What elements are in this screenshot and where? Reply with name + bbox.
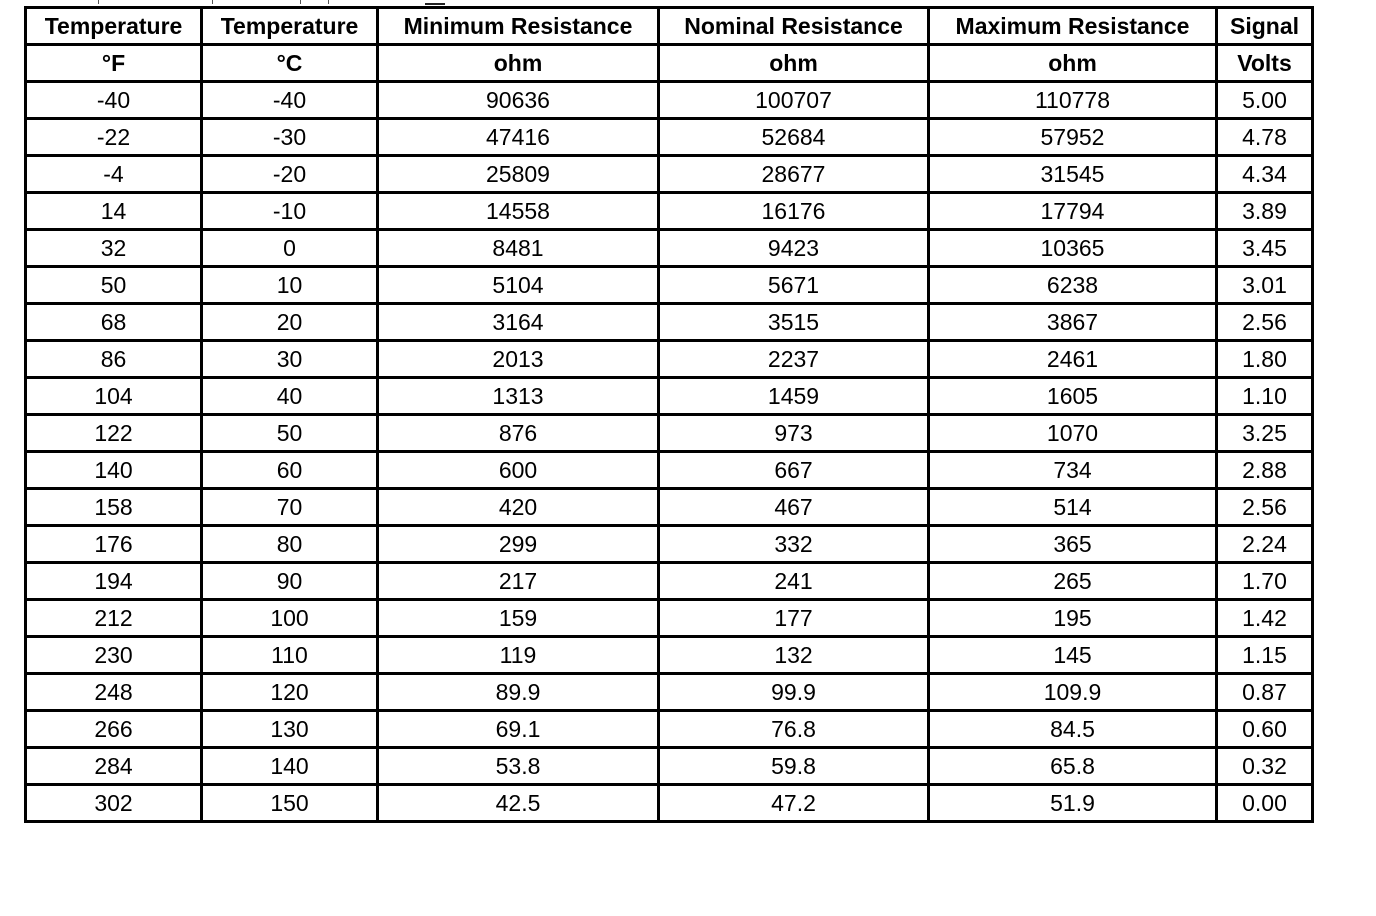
cell-temp-f: 212 [26,600,202,637]
unit-volts: Volts [1217,45,1313,82]
cell-temp-f: 32 [26,230,202,267]
cell-temp-f: 176 [26,526,202,563]
cell-temp-c: 100 [202,600,378,637]
cell-nominal-resistance: 5671 [659,267,929,304]
cell-min-resistance: 42.5 [378,785,659,822]
cell-min-resistance: 3164 [378,304,659,341]
cell-temp-f: 14 [26,193,202,230]
cell-nominal-resistance: 1459 [659,378,929,415]
unit-ohm-min: ohm [378,45,659,82]
cell-signal-volts: 3.45 [1217,230,1313,267]
cell-signal-volts: 2.24 [1217,526,1313,563]
cell-signal-volts: 1.10 [1217,378,1313,415]
cell-max-resistance: 145 [929,637,1217,674]
cell-min-resistance: 217 [378,563,659,600]
unit-fahrenheit: °F [26,45,202,82]
cell-min-resistance: 14558 [378,193,659,230]
cell-min-resistance: 25809 [378,156,659,193]
cell-temp-f: 158 [26,489,202,526]
cell-min-resistance: 159 [378,600,659,637]
table-row [26,785,1313,822]
cell-signal-volts: 4.34 [1217,156,1313,193]
cell-min-resistance: 8481 [378,230,659,267]
unit-ohm-max: ohm [929,45,1217,82]
cell-temp-c: 120 [202,674,378,711]
cell-temp-f: 104 [26,378,202,415]
cell-max-resistance: 365 [929,526,1217,563]
table-row [26,267,1313,304]
cell-nominal-resistance: 467 [659,489,929,526]
unit-celsius: °C [202,45,378,82]
cell-nominal-resistance: 47.2 [659,785,929,822]
cell-temp-f: 230 [26,637,202,674]
cell-signal-volts: 2.88 [1217,452,1313,489]
cell-signal-volts: 3.01 [1217,267,1313,304]
cell-max-resistance: 1605 [929,378,1217,415]
table-row [26,193,1313,230]
table-row [26,452,1313,489]
cell-max-resistance: 109.9 [929,674,1217,711]
cell-max-resistance: 57952 [929,119,1217,156]
cell-temp-c: 130 [202,711,378,748]
cell-nominal-resistance: 2237 [659,341,929,378]
table-row [26,156,1313,193]
cell-temp-f: 86 [26,341,202,378]
cell-min-resistance: 90636 [378,82,659,119]
cell-temp-c: 80 [202,526,378,563]
cell-signal-volts: 0.32 [1217,748,1313,785]
cell-min-resistance: 89.9 [378,674,659,711]
temperature-resistance-table [24,6,1314,823]
cell-nominal-resistance: 52684 [659,119,929,156]
cell-max-resistance: 3867 [929,304,1217,341]
cell-min-resistance: 47416 [378,119,659,156]
cell-max-resistance: 10365 [929,230,1217,267]
cell-temp-c: 90 [202,563,378,600]
cell-temp-c: 0 [202,230,378,267]
header-temperature-c: Temperature [202,8,378,45]
cell-min-resistance: 299 [378,526,659,563]
cell-max-resistance: 31545 [929,156,1217,193]
cell-nominal-resistance: 667 [659,452,929,489]
table-row [26,415,1313,452]
cell-max-resistance: 514 [929,489,1217,526]
header-nominal-resistance: Nominal Resistance [659,8,929,45]
cell-max-resistance: 195 [929,600,1217,637]
cell-temp-c: 40 [202,378,378,415]
cell-temp-f: -40 [26,82,202,119]
cell-temp-c: 110 [202,637,378,674]
cell-max-resistance: 265 [929,563,1217,600]
cell-min-resistance: 119 [378,637,659,674]
cell-min-resistance: 53.8 [378,748,659,785]
cell-temp-f: 122 [26,415,202,452]
cell-temp-f: 302 [26,785,202,822]
cell-temp-c: 70 [202,489,378,526]
table-row [26,341,1313,378]
cell-signal-volts: 4.78 [1217,119,1313,156]
cell-nominal-resistance: 132 [659,637,929,674]
cell-max-resistance: 6238 [929,267,1217,304]
cell-nominal-resistance: 973 [659,415,929,452]
cell-nominal-resistance: 241 [659,563,929,600]
cell-signal-volts: 1.80 [1217,341,1313,378]
header-row-labels [26,8,1313,45]
cell-signal-volts: 0.60 [1217,711,1313,748]
header-maximum-resistance: Maximum Resistance [929,8,1217,45]
cell-max-resistance: 2461 [929,341,1217,378]
cell-temp-c: 140 [202,748,378,785]
table-row [26,119,1313,156]
cell-min-resistance: 600 [378,452,659,489]
cell-signal-volts: 0.87 [1217,674,1313,711]
cell-temp-f: 140 [26,452,202,489]
cell-max-resistance: 734 [929,452,1217,489]
header-row-units [26,45,1313,82]
cell-temp-f: -22 [26,119,202,156]
table-row [26,600,1313,637]
cell-max-resistance: 84.5 [929,711,1217,748]
cell-temp-c: 30 [202,341,378,378]
table-row [26,489,1313,526]
cell-signal-volts: 1.70 [1217,563,1313,600]
cell-signal-volts: 0.00 [1217,785,1313,822]
cell-temp-f: 194 [26,563,202,600]
cell-max-resistance: 1070 [929,415,1217,452]
cell-temp-f: 284 [26,748,202,785]
table-row [26,637,1313,674]
table-row [26,526,1313,563]
table-row [26,82,1313,119]
cell-nominal-resistance: 177 [659,600,929,637]
cell-nominal-resistance: 3515 [659,304,929,341]
cell-min-resistance: 420 [378,489,659,526]
cell-temp-c: 20 [202,304,378,341]
table-row [26,711,1313,748]
cell-max-resistance: 17794 [929,193,1217,230]
cell-temp-c: 10 [202,267,378,304]
cell-temp-c: 60 [202,452,378,489]
cell-min-resistance: 1313 [378,378,659,415]
table-row [26,378,1313,415]
cell-nominal-resistance: 28677 [659,156,929,193]
cell-nominal-resistance: 76.8 [659,711,929,748]
cell-signal-volts: 3.25 [1217,415,1313,452]
table-row [26,230,1313,267]
cell-signal-volts: 1.15 [1217,637,1313,674]
table-row [26,748,1313,785]
cell-temp-c: -20 [202,156,378,193]
header-signal: Signal [1217,8,1313,45]
cell-min-resistance: 876 [378,415,659,452]
cell-max-resistance: 51.9 [929,785,1217,822]
cell-temp-f: -4 [26,156,202,193]
cell-min-resistance: 2013 [378,341,659,378]
cell-temp-c: -10 [202,193,378,230]
cell-nominal-resistance: 9423 [659,230,929,267]
cell-signal-volts: 2.56 [1217,304,1313,341]
cell-temp-c: -30 [202,119,378,156]
cell-temp-f: 50 [26,267,202,304]
cell-signal-volts: 5.00 [1217,82,1313,119]
cell-nominal-resistance: 59.8 [659,748,929,785]
cell-temp-f: 248 [26,674,202,711]
cell-signal-volts: 2.56 [1217,489,1313,526]
cell-signal-volts: 1.42 [1217,600,1313,637]
cell-temp-f: 68 [26,304,202,341]
unit-ohm-nominal: ohm [659,45,929,82]
header-temperature-f: Temperature [26,8,202,45]
cell-temp-c: 150 [202,785,378,822]
cell-signal-volts: 3.89 [1217,193,1313,230]
cell-temp-c: 50 [202,415,378,452]
cell-min-resistance: 69.1 [378,711,659,748]
table-row [26,563,1313,600]
table-row [26,674,1313,711]
cell-min-resistance: 5104 [378,267,659,304]
cell-temp-f: 266 [26,711,202,748]
header-minimum-resistance: Minimum Resistance [378,8,659,45]
cell-max-resistance: 65.8 [929,748,1217,785]
cell-nominal-resistance: 332 [659,526,929,563]
cell-temp-c: -40 [202,82,378,119]
cell-nominal-resistance: 100707 [659,82,929,119]
cell-nominal-resistance: 99.9 [659,674,929,711]
cell-nominal-resistance: 16176 [659,193,929,230]
table-row [26,304,1313,341]
cell-max-resistance: 110778 [929,82,1217,119]
